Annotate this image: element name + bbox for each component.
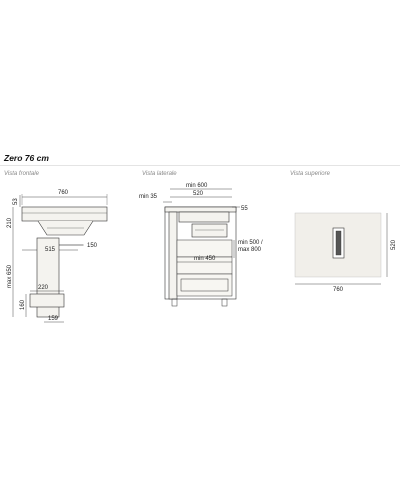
front-515-label: 515 [45,247,56,253]
front-motor-base [30,294,64,307]
side-55-label: 55 [241,206,248,212]
side-foot-left [172,299,177,306]
top-grill-inner [336,231,341,255]
front-max650-label: max 650 [7,264,13,288]
side-min500-label: min 500 / [238,240,263,246]
side-hood-body [192,224,227,237]
page-title: Zero 76 cm [4,153,49,163]
front-width-label: 760 [58,190,69,196]
front-countertop [22,207,107,221]
top-width-label: 760 [333,287,344,293]
front-159-label: 159 [48,316,59,322]
side-hob [179,212,229,222]
top-view-label: Vista superiore [290,171,330,177]
front-150-label: 150 [87,243,98,249]
front-53-label: 53 [13,198,19,205]
side-max800-label: max 800 [238,247,262,253]
side-view [139,171,263,306]
front-160-label: 160 [20,299,26,310]
top-view [290,171,397,293]
front-view-label: Vista frontale [4,171,39,177]
side-left-strut [169,212,177,299]
front-210-label: 210 [7,217,13,228]
front-view [4,171,107,322]
side-shelf-3 [177,274,232,296]
side-520-label: 520 [193,191,204,197]
front-220-label: 220 [38,285,49,291]
top-depth-label: 520 [391,239,397,250]
side-view-label: Vista laterale [142,171,177,177]
side-foot-right [222,299,227,306]
side-countertop [165,207,236,212]
side-shelf-1 [177,240,232,257]
side-min600-label: min 600 [186,183,208,189]
side-min35-label: min 35 [139,194,158,200]
side-min450-label: min 450 [194,256,216,262]
